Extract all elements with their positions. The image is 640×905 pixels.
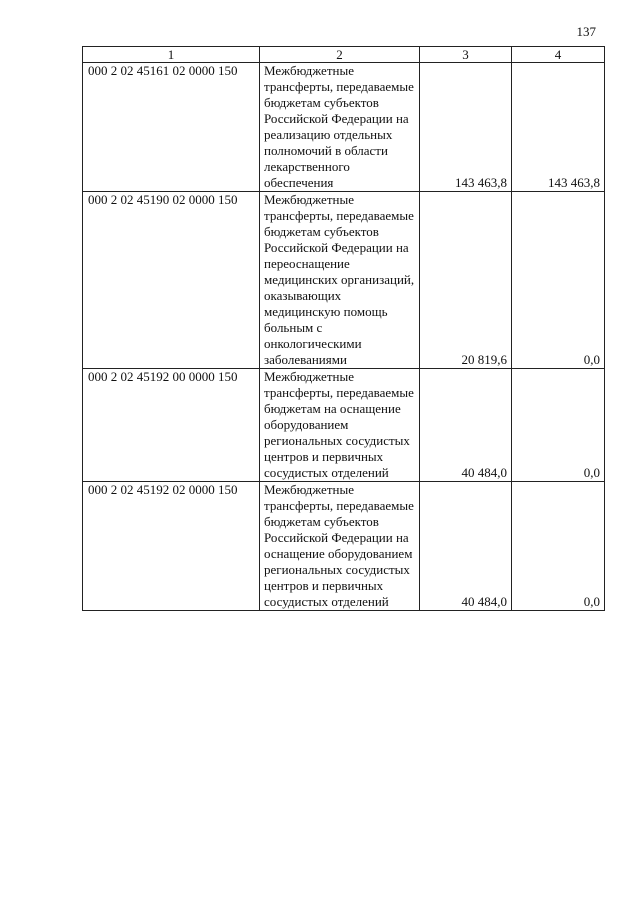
description-cell: Межбюджетные трансферты, передаваемые бюджетам субъектов Российской Федерации на реализацию отдельных полномочий в области лекарственного обеспечения: [260, 63, 420, 192]
page-number: 137: [576, 24, 596, 39]
column-header-2: 2: [260, 47, 420, 63]
column-header-1: 1: [83, 47, 260, 63]
budget-code-cell: 000 2 02 45192 02 0000 150: [83, 482, 260, 611]
value-column-4-cell: 0,0: [512, 482, 605, 611]
value-column-3-cell: 20 819,6: [420, 192, 512, 369]
budget-code-cell: 000 2 02 45190 02 0000 150: [83, 192, 260, 369]
value-column-3-cell: 143 463,8: [420, 63, 512, 192]
value-column-4-cell: 0,0: [512, 192, 605, 369]
description-cell: Межбюджетные трансферты, передаваемые бюджетам на оснащение оборудованием региональных сосудистых центров и первичных сосудистых отделений: [260, 369, 420, 482]
table-row: [83, 482, 605, 611]
column-header-3: 3: [420, 47, 512, 63]
budget-code-cell: 000 2 02 45192 00 0000 150: [83, 369, 260, 482]
table-header-row: [83, 47, 605, 63]
value-column-3-cell: 40 484,0: [420, 482, 512, 611]
value-column-3-cell: 40 484,0: [420, 369, 512, 482]
budget-code-cell: 000 2 02 45161 02 0000 150: [83, 63, 260, 192]
description-cell: Межбюджетные трансферты, передаваемые бюджетам субъектов Российской Федерации на переоснащение медицинских организаций, оказывающих медицинскую помощь больным с онкологическими заболеваниями: [260, 192, 420, 369]
table-row: [83, 192, 605, 369]
column-header-4: 4: [512, 47, 605, 63]
value-column-4-cell: 0,0: [512, 369, 605, 482]
table-row: [83, 369, 605, 482]
budget-table: [82, 46, 605, 611]
table-row: [83, 63, 605, 192]
description-cell: Межбюджетные трансферты, передаваемые бюджетам субъектов Российской Федерации на оснащение оборудованием региональных сосудистых центров и первичных сосудистых отделений: [260, 482, 420, 611]
value-column-4-cell: 143 463,8: [512, 63, 605, 192]
